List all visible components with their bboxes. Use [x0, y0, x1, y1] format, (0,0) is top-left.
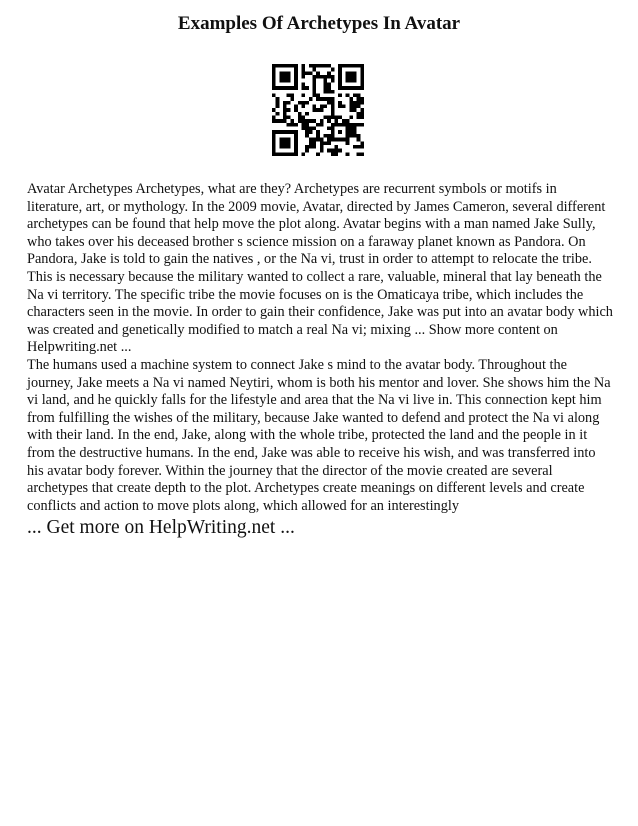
get-more-link[interactable]: ... Get more on HelpWriting.net ... [27, 517, 295, 538]
qr-code-icon [272, 64, 364, 156]
document-body [27, 181, 613, 515]
paragraph-1: Avatar Archetypes Archetypes, what are they? Archetypes are recurrent symbols or motifs in literature, art, or mythology. In the 2009 movie, Avatar, directed by James Cameron, several different archetypes can be found that help move the plot along. Avatar begins with a man named Jake Sully, who takes over his deceased brother s science mission on a faraway planet known as Pandora. On Pandora, Jake is told to gain the natives , or the Na vi, trust in order to attempt to relocate the tribe. This is necessary because the military wanted to collect a rare, valuable, mineral that lay beneath the Na vi territory. The specific tribe the movie focuses on is the Omaticaya tribe, which includes the characters seen in the movie. In order to gain their confidence, Jake was put into an avatar body which was created and genetically modified to match a real Na vi; mixing ... Show more content on Helpwriting.net ... [27, 181, 613, 356]
paragraph-2: The humans used a machine system to connect Jake s mind to the avatar body. Throughout the journey, Jake meets a Na vi named Neytiri, whom is both his mentor and lover. She shows him the Na vi land, and he quickly falls for the lifestyle and area that the Na vi live in. This connection kept him from fulfilling the wishes of the military, because Jake wanted to defend and protect the Na vi along with their land. In the end, Jake, along with the whole tribe, protected the land and the people in it from the destructive humans. In the end, Jake was able to receive his wish, and was transferred into his avatar body forever. Within the journey that the director of the movie created are several archetypes that create depth to the plot. Archetypes create meanings on different levels and create conflicts and action to move plots along, which allowed for an interestingly [27, 356, 611, 514]
document-title: Examples Of Archetypes In Avatar [177, 13, 461, 34]
